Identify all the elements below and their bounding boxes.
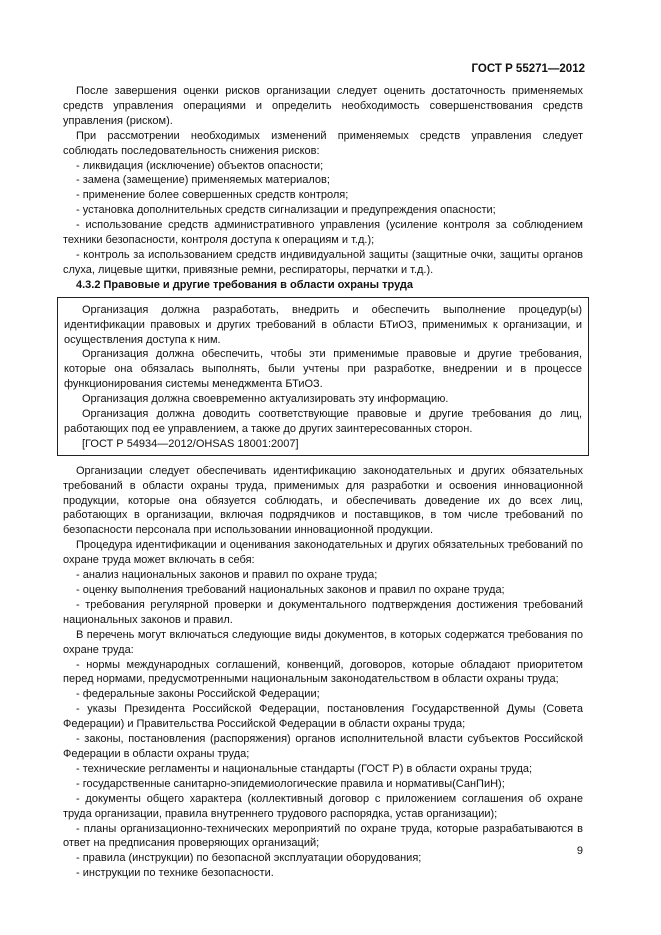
list-item: - государственные санитарно-эпидемиологические правила и нормативы(СанПиН); bbox=[76, 777, 505, 790]
list-item: - планы организационно-технических мероприятий по охране труда, которые разрабатываются в ответ на предписания проверяющих организаций; bbox=[63, 822, 583, 850]
page-body bbox=[63, 84, 583, 881]
box-paragraph: Организация должна своевременно актуализировать эту информацию. bbox=[82, 393, 449, 406]
list-item: - требования регулярной проверки и документального подтверждения достижения требований национальных законов и правил. bbox=[63, 598, 583, 626]
list-item: - правила (инструкции) по безопасной эксплуатации оборудования; bbox=[76, 852, 422, 865]
box-paragraph: Организация должна разработать, внедрить и обеспечить выполнение процедур(ы) идентификации правовых и других требований в области БТиОЗ, применимых к организации, и осуществления доступа к ним. bbox=[64, 303, 582, 346]
list-item: - замена (замещение) применяемых материалов; bbox=[76, 174, 330, 187]
list-item: - указы Президента Российской Федерации, постановления Государственной Думы (Совета Федерации) и Правительства Российской Федерации в области охраны труда; bbox=[63, 703, 583, 731]
section-heading: 4.3.2 Правовые и другие требования в области охраны труда bbox=[76, 278, 414, 291]
list-item: - документы общего характера (коллективный договор с приложением соглашения об охране труда организации, правила внутреннего трудового распорядка, устав организации); bbox=[63, 792, 583, 820]
document-id: ГОСТ Р 55271—2012 bbox=[471, 63, 585, 75]
paragraph: При рассмотрении необходимых изменений применяемых средств управления следует соблюдать последовательность снижения рисков: bbox=[63, 129, 583, 157]
page-number: 9 bbox=[576, 845, 583, 857]
list-item: - законы, постановления (распоряжения) органов исполнительной власти субъектов Российской Федерации в области охраны труда; bbox=[63, 733, 583, 760]
paragraph: После завершения оценки рисков организации следует оценить достаточность применяемых средств управления операциями и определить необходимость совершенствования средств управления (риском). bbox=[63, 85, 583, 127]
list-item: - установка дополнительных средств сигнализации и предупреждения опасности; bbox=[76, 204, 496, 217]
box-paragraph: Организация должна доводить соответствующие правовые и другие требования до лиц, работающих под ее управлением, а также до других заинтересованных сторон. bbox=[64, 408, 582, 435]
list-item: - нормы международных соглашений, конвенций, договоров, которые обладают приоритетом перед нормами, предусмотренными национальным законодательством в области охраны труда; bbox=[63, 658, 583, 686]
list-item: - технические регламенты и национальные стандарты (ГОСТ Р) в области охраны труда; bbox=[76, 762, 533, 775]
list-item: - федеральные законы Российской Федерации; bbox=[76, 688, 320, 701]
paragraph: В перечень могут включаться следующие виды документов, в которых содержатся требования по охране труда: bbox=[63, 628, 583, 656]
list-item: - оценку выполнения требований национальных законов и правил по охране труда; bbox=[76, 584, 505, 596]
list-item: - инструкции по технике безопасности. bbox=[76, 867, 274, 880]
quoted-requirement-box bbox=[57, 297, 589, 456]
paragraph: Процедура идентификации и оценивания законодательных и других обязательных требований по охране труда может включать в себя: bbox=[63, 539, 583, 567]
list-item: - использование средств административного управления (усиление контроля за соблюдением техники безопасности, контроля доступа к операциям и т.д.); bbox=[63, 219, 583, 247]
list-item: - ликвидация (исключение) объектов опасности; bbox=[76, 159, 324, 172]
list-item: - анализ национальных законов и правил по охране труда; bbox=[76, 569, 378, 582]
box-paragraph: Организация должна обеспечить, чтобы эти применимые правовые и другие требования, которые она обязалась выполнять, были учтены при разработке, внедрении и в процессе функционирования системы менеджмента БТиОЗ. bbox=[64, 348, 582, 391]
box-reference: [ГОСТ Р 54934—2012/OHSAS 18001:2007] bbox=[82, 437, 299, 450]
paragraph: Организации следует обеспечивать идентификацию законодательных и других обязательных требований в области охраны труда, применимых для разработки и освоения инновационной продукции, которые она обязуется соблюдать, и обеспечивать доведение их до всех лиц, работающих в организации, включая подрядчиков и поставщиков, в том числе требований по безопасности персонала при использовании инновационной продукции. bbox=[63, 464, 583, 537]
list-item: - контроль за использованием средств индивидуальной защиты (защитные очки, защиты органов слуха, лицевые щитки, привязные ремни, респираторы, перчатки и т.д.). bbox=[63, 248, 583, 276]
list-item: - применение более совершенных средств контроля; bbox=[76, 189, 349, 202]
